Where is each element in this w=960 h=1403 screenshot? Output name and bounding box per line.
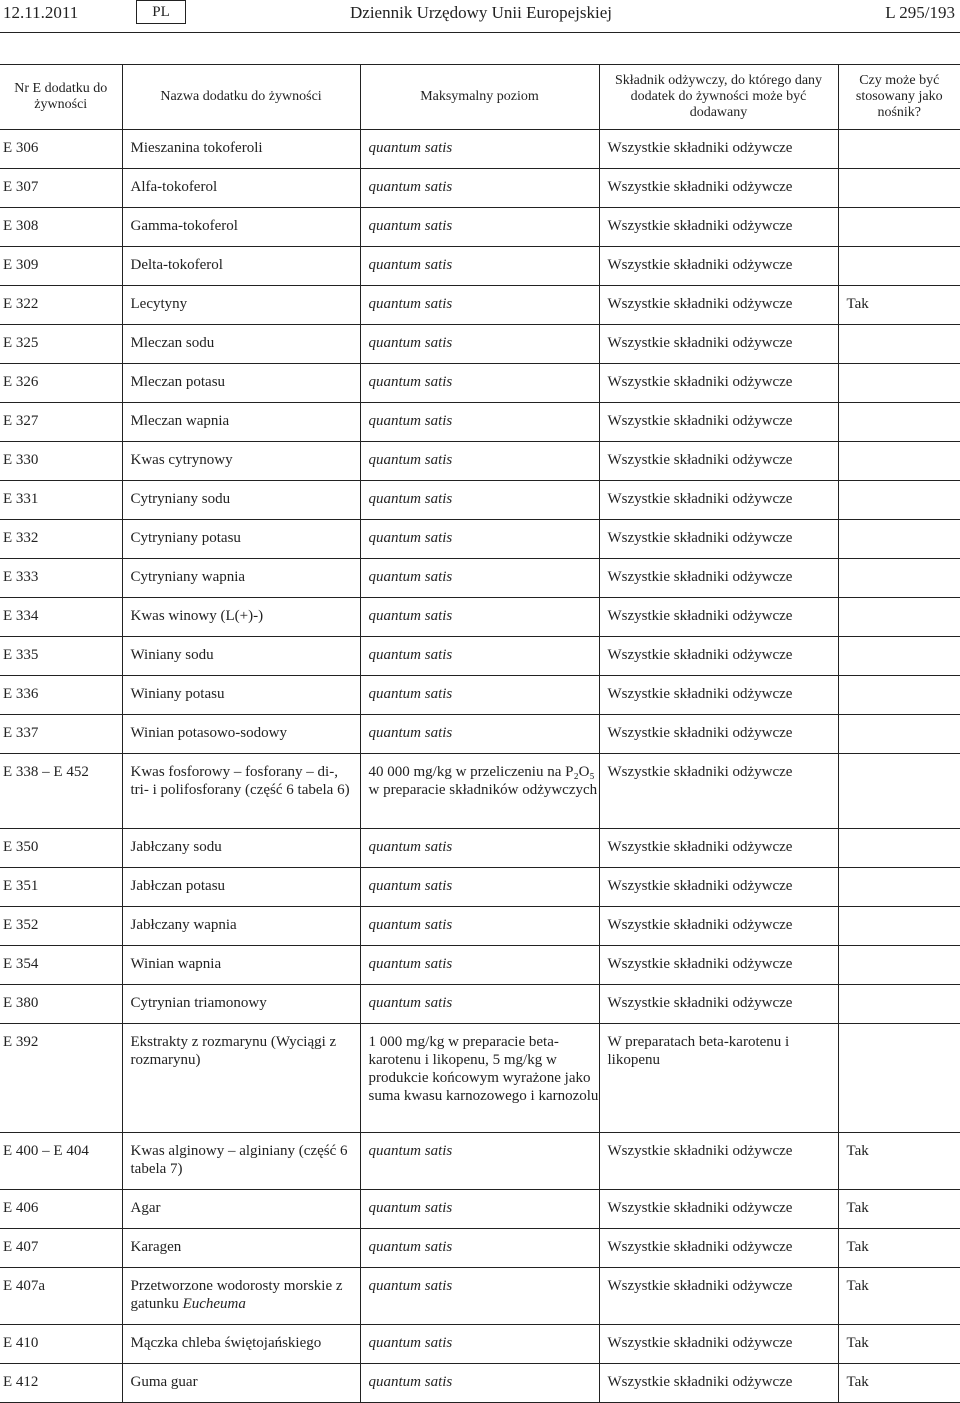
table-row [0,442,960,481]
max-level-cell: 40 000 mg/kg w przeliczeniu na P₂O₅ w preparacie składników odżywczych [360,754,599,829]
max-level-cell: quantum satis [360,364,599,403]
carrier-cell [838,868,960,907]
carrier-cell: Tak [838,1325,960,1364]
additive-code-cell: E 392 [0,1024,122,1133]
nutrient-cell: Wszystkie składniki odżywcze [599,442,838,481]
max-level-cell: quantum satis [360,481,599,520]
column-header-code: Nr E dodatku do żywności [0,65,122,130]
carrier-cell: Tak [838,1229,960,1268]
table-row [0,946,960,985]
additive-name-cell: Jabłczany sodu [122,829,360,868]
carrier-cell [838,520,960,559]
table-row [0,130,960,169]
max-level-cell: quantum satis [360,1229,599,1268]
table-body [0,130,960,1403]
carrier-cell [838,208,960,247]
additive-name-cell: Karagen [122,1229,360,1268]
additive-name-cell: Cytryniany sodu [122,481,360,520]
table-row [0,325,960,364]
table-row [0,208,960,247]
table-row [0,715,960,754]
table-row [0,829,960,868]
carrier-cell [838,247,960,286]
table-row [0,1024,960,1133]
table-row [0,907,960,946]
carrier-cell [838,130,960,169]
table-row [0,481,960,520]
max-level-cell: quantum satis [360,208,599,247]
publication-date: 12.11.2011 [3,3,79,22]
max-level-cell: quantum satis [360,829,599,868]
carrier-cell [838,364,960,403]
additive-name-cell: Winian wapnia [122,946,360,985]
carrier-cell: Tak [838,1133,960,1190]
additive-code-cell: E 410 [0,1325,122,1364]
nutrient-cell: Wszystkie składniki odżywcze [599,325,838,364]
journal-title: Dziennik Urzędowy Unii Europejskiej [350,3,613,22]
carrier-cell [838,715,960,754]
additive-name-cell: Agar [122,1190,360,1229]
additive-code-cell: E 335 [0,637,122,676]
additive-name-cell: Cytryniany wapnia [122,559,360,598]
nutrient-cell: Wszystkie składniki odżywcze [599,130,838,169]
max-level-cell: quantum satis [360,946,599,985]
additive-name-cell: Jabłczany wapnia [122,907,360,946]
additive-code-cell: E 407 [0,1229,122,1268]
additive-name-cell: Ekstrakty z rozmarynu (Wyciągi z rozmarynu) [122,1024,360,1133]
carrier-cell [838,754,960,829]
nutrient-cell: Wszystkie składniki odżywcze [599,598,838,637]
table-row [0,364,960,403]
table-row [0,286,960,325]
max-level-cell: quantum satis [360,1364,599,1403]
additives-table [0,64,960,1403]
additive-name-cell: Mączka chleba świętojańskiego [122,1325,360,1364]
additive-name-cell: Winiany sodu [122,637,360,676]
table-row [0,1190,960,1229]
max-level-cell: quantum satis [360,1133,599,1190]
nutrient-cell: Wszystkie składniki odżywcze [599,364,838,403]
carrier-cell [838,676,960,715]
additive-code-cell: E 306 [0,130,122,169]
nutrient-cell: Wszystkie składniki odżywcze [599,946,838,985]
species-name: Eucheuma [182,1296,246,1312]
nutrient-cell: Wszystkie składniki odżywcze [599,1268,838,1325]
carrier-cell [838,985,960,1024]
carrier-cell [838,907,960,946]
additive-code-cell: E 332 [0,520,122,559]
carrier-cell [838,403,960,442]
additive-code-cell: E 412 [0,1364,122,1403]
nutrient-cell: Wszystkie składniki odżywcze [599,868,838,907]
carrier-cell [838,169,960,208]
column-header-name: Nazwa dodatku do żywności [122,65,360,130]
table-row [0,1229,960,1268]
additive-code-cell: E 352 [0,907,122,946]
max-level-cell: quantum satis [360,286,599,325]
carrier-cell [838,637,960,676]
nutrient-cell: Wszystkie składniki odżywcze [599,286,838,325]
table-row [0,1364,960,1403]
max-level-cell: quantum satis [360,1268,599,1325]
max-level-cell: quantum satis [360,715,599,754]
nutrient-cell: Wszystkie składniki odżywcze [599,754,838,829]
additive-name-cell: Alfa-tokoferol [122,169,360,208]
column-header-carrier: Czy może być stosowany jako nośnik? [838,65,960,130]
nutrient-cell: Wszystkie składniki odżywcze [599,1190,838,1229]
table-row [0,1325,960,1364]
additive-code-cell: E 336 [0,676,122,715]
additive-code-cell: E 407a [0,1268,122,1325]
table-row [0,754,960,829]
additive-code-cell: E 309 [0,247,122,286]
additive-name-cell: Cytryniany potasu [122,520,360,559]
table-row [0,247,960,286]
header-divider [0,32,960,33]
table-row [0,1133,960,1190]
additive-name-cell: Kwas alginowy – alginiany (część 6 tabela 7) [122,1133,360,1190]
additive-name-cell: Przetworzone wodorosty morskie z gatunku Eucheuma [122,1268,360,1325]
additive-name-cell: Kwas winowy (L(+)-) [122,598,360,637]
additive-name-cell: Delta-tokoferol [122,247,360,286]
max-level-cell: quantum satis [360,598,599,637]
nutrient-cell: Wszystkie składniki odżywcze [599,403,838,442]
nutrient-cell: Wszystkie składniki odżywcze [599,520,838,559]
additive-name-cell: Lecytyny [122,286,360,325]
table-row [0,985,960,1024]
nutrient-cell: Wszystkie składniki odżywcze [599,1229,838,1268]
carrier-cell: Tak [838,1268,960,1325]
carrier-cell [838,481,960,520]
nutrient-cell: Wszystkie składniki odżywcze [599,481,838,520]
additive-code-cell: E 325 [0,325,122,364]
additive-code-cell: E 406 [0,1190,122,1229]
nutrient-cell: Wszystkie składniki odżywcze [599,1325,838,1364]
additive-code-cell: E 322 [0,286,122,325]
max-level-cell: 1 000 mg/kg w preparacie beta-karotenu i likopenu, 5 mg/kg w produkcie końcowym wyrażone jako suma kwasu karnozowego i karnozolu [360,1024,599,1133]
nutrient-cell: Wszystkie składniki odżywcze [599,208,838,247]
additive-name-cell: Winiany potasu [122,676,360,715]
carrier-cell [838,946,960,985]
additive-code-cell: E 330 [0,442,122,481]
additive-name-cell: Jabłczan potasu [122,868,360,907]
additive-name-cell: Mieszanina tokoferoli [122,130,360,169]
carrier-cell: Tak [838,1364,960,1403]
additive-code-cell: E 333 [0,559,122,598]
table-row [0,598,960,637]
max-level-cell: quantum satis [360,676,599,715]
page-number: L 295/193 [885,3,955,22]
additive-code-cell: E 331 [0,481,122,520]
max-level-cell: quantum satis [360,985,599,1024]
additive-code-cell: E 338 – E 452 [0,754,122,829]
additive-name-cell: Kwas cytrynowy [122,442,360,481]
additive-code-cell: E 337 [0,715,122,754]
additive-code-cell: E 334 [0,598,122,637]
carrier-cell: Tak [838,286,960,325]
nutrient-cell: Wszystkie składniki odżywcze [599,1364,838,1403]
table-row [0,559,960,598]
max-level-cell: quantum satis [360,442,599,481]
additive-name-cell: Guma guar [122,1364,360,1403]
additive-code-cell: E 307 [0,169,122,208]
nutrient-cell: Wszystkie składniki odżywcze [599,559,838,598]
table-row [0,520,960,559]
additive-code-cell: E 350 [0,829,122,868]
table-row [0,868,960,907]
max-level-cell: quantum satis [360,403,599,442]
additive-name-cell: Mleczan potasu [122,364,360,403]
carrier-cell [838,559,960,598]
max-level-cell: quantum satis [360,868,599,907]
additive-code-cell: E 326 [0,364,122,403]
max-level-cell: quantum satis [360,1325,599,1364]
additive-code-cell: E 351 [0,868,122,907]
max-level-cell: quantum satis [360,637,599,676]
additive-name-cell: Winian potasowo-sodowy [122,715,360,754]
table-row [0,169,960,208]
max-level-cell: quantum satis [360,325,599,364]
page-header [0,0,960,32]
additive-code-cell: E 308 [0,208,122,247]
table-header-row [0,65,960,130]
carrier-cell [838,1024,960,1133]
column-header-level: Maksymalny poziom [360,65,599,130]
additive-name-cell: Cytrynian triamonowy [122,985,360,1024]
additive-code-cell: E 327 [0,403,122,442]
nutrient-cell: Wszystkie składniki odżywcze [599,637,838,676]
additive-code-cell: E 380 [0,985,122,1024]
table-row [0,403,960,442]
additive-code-cell: E 354 [0,946,122,985]
max-level-cell: quantum satis [360,130,599,169]
max-level-cell: quantum satis [360,520,599,559]
table-row [0,637,960,676]
nutrient-cell: Wszystkie składniki odżywcze [599,247,838,286]
max-level-cell: quantum satis [360,169,599,208]
max-level-cell: quantum satis [360,247,599,286]
carrier-cell [838,442,960,481]
max-level-cell: quantum satis [360,1190,599,1229]
additive-name-cell: Mleczan sodu [122,325,360,364]
max-level-cell: quantum satis [360,559,599,598]
additive-name-cell: Kwas fosforowy – fosforany – di-, tri- i polifosforany (część 6 tabela 6) [122,754,360,829]
nutrient-cell: Wszystkie składniki odżywcze [599,1133,838,1190]
column-header-nutrient: Składnik odżywczy, do którego dany dodatek do żywności może być dodawany [599,65,838,130]
carrier-cell [838,325,960,364]
table-row [0,676,960,715]
table-row [0,1268,960,1325]
nutrient-cell: Wszystkie składniki odżywcze [599,985,838,1024]
language-badge: PL [136,0,186,24]
additive-name-cell: Gamma-tokoferol [122,208,360,247]
nutrient-cell: Wszystkie składniki odżywcze [599,676,838,715]
nutrient-cell: Wszystkie składniki odżywcze [599,829,838,868]
carrier-cell [838,598,960,637]
nutrient-cell: Wszystkie składniki odżywcze [599,907,838,946]
max-level-cell: quantum satis [360,907,599,946]
additive-name-cell: Mleczan wapnia [122,403,360,442]
carrier-cell [838,829,960,868]
nutrient-cell: Wszystkie składniki odżywcze [599,169,838,208]
additive-code-cell: E 400 – E 404 [0,1133,122,1190]
nutrient-cell: W preparatach beta-karotenu i likopenu [599,1024,838,1133]
carrier-cell: Tak [838,1190,960,1229]
nutrient-cell: Wszystkie składniki odżywcze [599,715,838,754]
